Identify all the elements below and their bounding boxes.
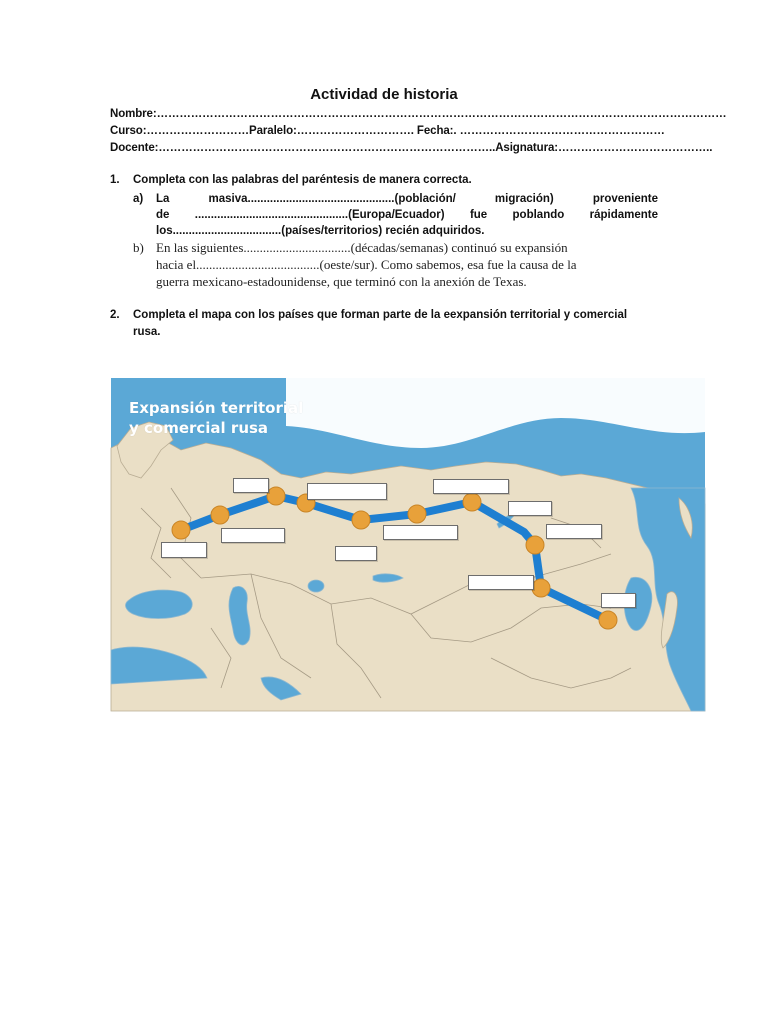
route-node: [267, 487, 285, 505]
question-1a-line-2: de ................................................(Europa/Ecuador) fue poblando rápidamente: [156, 209, 658, 221]
country-label-box[interactable]: [468, 575, 534, 590]
question-1a-line-1: a) La masiva..............................................(población/ migración) proveniente: [133, 193, 658, 205]
question-1a-line-3: los..................................(países/territorios) recién adquiridos.: [156, 225, 485, 237]
country-label-box[interactable]: [546, 524, 602, 539]
country-label-box[interactable]: [383, 525, 458, 540]
question-1a: [133, 191, 658, 239]
curso-field[interactable]: Curso:………………………Paralelo:…………………………. Fecha:. ………………………………………………: [110, 125, 665, 137]
country-label-box[interactable]: [335, 546, 377, 561]
page-title: Actividad de historia: [310, 86, 458, 103]
map-title: [129, 398, 303, 438]
nombre-field[interactable]: Nombre:……………………………………………………………………………………………………………………………………: [110, 108, 727, 120]
question-1b-letter: b): [133, 240, 144, 255]
question-2-number: 2.: [110, 309, 120, 321]
route-node: [211, 506, 229, 524]
question-2: [110, 307, 630, 341]
route-node: [526, 536, 544, 554]
map-title-line-1: Expansión territorial: [129, 399, 304, 417]
route-node: [172, 521, 190, 539]
country-label-box[interactable]: [221, 528, 285, 543]
country-label-box[interactable]: [601, 593, 636, 608]
question-1b-line-1: b) En las siguientes.................................(décadas/semanas) continuó su expansión: [133, 240, 568, 255]
question-1a-letter: a): [133, 193, 144, 205]
question-1-number: 1.: [110, 174, 120, 186]
map-aral-sea: [308, 580, 324, 592]
route-node: [352, 511, 370, 529]
country-label-box[interactable]: [508, 501, 552, 516]
question-1b: [133, 239, 658, 290]
question-1: [110, 174, 472, 186]
question-1b-line-3: guerra mexicano-estadounidense, que terminó con la anexión de Texas.: [156, 274, 527, 289]
question-1b-line-2: hacia el......................................(oeste/sur). Como sabemos, esa fue la causa de la: [156, 257, 577, 272]
question-1-text: Completa con las palabras del paréntesis de manera correcta.: [133, 174, 472, 186]
route-node: [532, 579, 550, 597]
map-title-line-2: y comercial rusa: [129, 419, 269, 437]
docente-field[interactable]: Docente:……………………………………………………………………………..Asignatura:…………………………………..: [110, 142, 713, 154]
country-label-box[interactable]: [161, 542, 207, 558]
country-label-box[interactable]: [233, 478, 269, 493]
route-node: [599, 611, 617, 629]
route-node: [463, 493, 481, 511]
question-2-text: Completa el mapa con los países que forman parte de la eexpansión territorial y comercial rusa.: [133, 309, 628, 338]
country-label-box[interactable]: [433, 479, 509, 494]
country-label-box[interactable]: [307, 483, 387, 500]
expansion-map: [111, 378, 705, 711]
route-node: [408, 505, 426, 523]
